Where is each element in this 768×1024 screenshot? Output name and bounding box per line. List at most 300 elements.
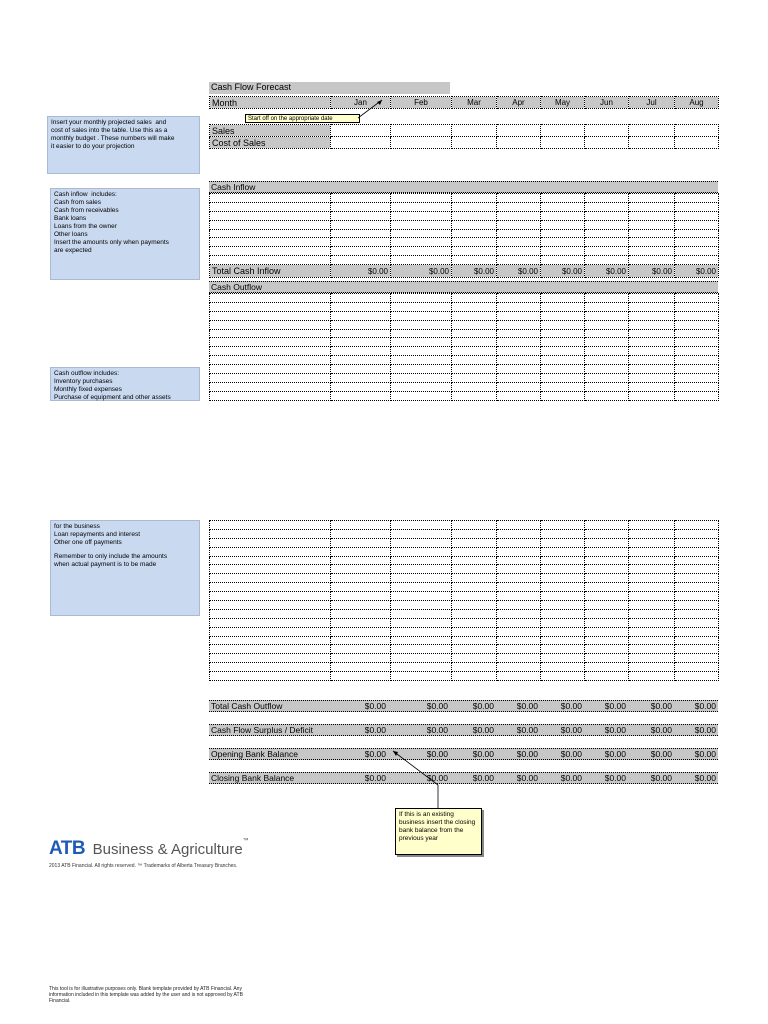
amount-cell[interactable] — [497, 627, 541, 636]
amount-cell[interactable] — [541, 247, 585, 256]
amount-cell[interactable] — [452, 627, 497, 636]
amount-cell[interactable] — [331, 229, 391, 238]
amount-cell[interactable] — [391, 538, 452, 547]
amount-cell[interactable] — [331, 338, 391, 347]
row-label-cell[interactable] — [210, 565, 331, 574]
amount-cell[interactable] — [331, 220, 391, 229]
amount-cell[interactable] — [331, 302, 391, 311]
amount-cell[interactable] — [541, 347, 585, 356]
amount-cell[interactable] — [585, 220, 629, 229]
row-label-cell[interactable] — [210, 618, 331, 627]
amount-cell[interactable] — [541, 374, 585, 383]
amount-cell[interactable] — [675, 556, 719, 565]
amount-cell[interactable] — [497, 365, 541, 374]
amount-cell[interactable] — [391, 382, 452, 391]
amount-cell[interactable] — [541, 601, 585, 610]
amount-cell[interactable] — [585, 391, 629, 400]
amount-cell[interactable] — [629, 654, 675, 663]
amount-cell[interactable] — [541, 521, 585, 530]
amount-cell[interactable] — [452, 347, 497, 356]
amount-cell[interactable] — [331, 194, 391, 203]
amount-cell[interactable] — [675, 294, 719, 303]
amount-cell[interactable] — [675, 592, 719, 601]
amount-cell[interactable] — [391, 574, 452, 583]
amount-cell[interactable] — [675, 627, 719, 636]
amount-cell[interactable] — [629, 320, 675, 329]
amount-cell[interactable] — [497, 529, 541, 538]
amount-cell[interactable] — [585, 547, 629, 556]
amount-cell[interactable] — [497, 609, 541, 618]
sales-cell[interactable] — [541, 125, 585, 137]
amount-cell[interactable] — [497, 663, 541, 672]
amount-cell[interactable] — [585, 238, 629, 247]
amount-cell[interactable] — [497, 391, 541, 400]
amount-cell[interactable] — [629, 247, 675, 256]
amount-cell[interactable] — [497, 194, 541, 203]
amount-cell[interactable] — [675, 220, 719, 229]
amount-cell[interactable] — [675, 202, 719, 211]
amount-cell[interactable] — [541, 574, 585, 583]
row-label-cell[interactable] — [210, 238, 331, 247]
amount-cell[interactable] — [497, 229, 541, 238]
amount-cell[interactable] — [331, 583, 391, 592]
amount-cell[interactable] — [629, 356, 675, 365]
amount-cell[interactable] — [452, 382, 497, 391]
amount-cell[interactable] — [497, 374, 541, 383]
amount-cell[interactable] — [585, 618, 629, 627]
amount-cell[interactable] — [331, 365, 391, 374]
amount-cell[interactable] — [452, 556, 497, 565]
amount-cell[interactable] — [675, 654, 719, 663]
amount-cell[interactable] — [497, 247, 541, 256]
amount-cell[interactable] — [497, 320, 541, 329]
row-label-cell[interactable] — [210, 556, 331, 565]
amount-cell[interactable] — [331, 529, 391, 538]
row-label-cell[interactable] — [210, 636, 331, 645]
amount-cell[interactable] — [331, 211, 391, 220]
amount-cell[interactable] — [629, 382, 675, 391]
amount-cell[interactable] — [675, 663, 719, 672]
amount-cell[interactable] — [541, 529, 585, 538]
amount-cell[interactable] — [497, 294, 541, 303]
row-label-cell[interactable] — [210, 211, 331, 220]
amount-cell[interactable] — [541, 618, 585, 627]
amount-cell[interactable] — [629, 618, 675, 627]
amount-cell[interactable] — [629, 627, 675, 636]
amount-cell[interactable] — [541, 592, 585, 601]
amount-cell[interactable] — [675, 194, 719, 203]
amount-cell[interactable] — [497, 238, 541, 247]
amount-cell[interactable] — [675, 302, 719, 311]
cost-cell[interactable] — [541, 137, 585, 149]
amount-cell[interactable] — [391, 592, 452, 601]
amount-cell[interactable] — [675, 609, 719, 618]
amount-cell[interactable] — [675, 521, 719, 530]
amount-cell[interactable] — [629, 672, 675, 681]
amount-cell[interactable] — [452, 211, 497, 220]
amount-cell[interactable] — [391, 320, 452, 329]
amount-cell[interactable] — [629, 574, 675, 583]
sales-cell[interactable] — [391, 125, 452, 137]
amount-cell[interactable] — [541, 663, 585, 672]
amount-cell[interactable] — [391, 302, 452, 311]
amount-cell[interactable] — [629, 302, 675, 311]
amount-cell[interactable] — [452, 194, 497, 203]
amount-cell[interactable] — [391, 247, 452, 256]
amount-cell[interactable] — [585, 382, 629, 391]
row-label-cell[interactable] — [210, 347, 331, 356]
cost-cell[interactable] — [585, 137, 629, 149]
row-label-cell[interactable] — [210, 365, 331, 374]
amount-cell[interactable] — [391, 627, 452, 636]
amount-cell[interactable] — [497, 565, 541, 574]
row-label-cell[interactable] — [210, 645, 331, 654]
row-label-cell[interactable] — [210, 538, 331, 547]
amount-cell[interactable] — [541, 583, 585, 592]
amount-cell[interactable] — [629, 645, 675, 654]
amount-cell[interactable] — [331, 618, 391, 627]
cost-cell[interactable] — [497, 137, 541, 149]
amount-cell[interactable] — [675, 374, 719, 383]
amount-cell[interactable] — [675, 311, 719, 320]
amount-cell[interactable] — [541, 329, 585, 338]
amount-cell[interactable] — [585, 356, 629, 365]
amount-cell[interactable] — [391, 294, 452, 303]
amount-cell[interactable] — [629, 521, 675, 530]
amount-cell[interactable] — [497, 672, 541, 681]
amount-cell[interactable] — [675, 538, 719, 547]
amount-cell[interactable] — [497, 654, 541, 663]
amount-cell[interactable] — [541, 672, 585, 681]
amount-cell[interactable] — [585, 311, 629, 320]
row-label-cell[interactable] — [210, 391, 331, 400]
amount-cell[interactable] — [541, 565, 585, 574]
amount-cell[interactable] — [452, 229, 497, 238]
amount-cell[interactable] — [585, 636, 629, 645]
row-label-cell[interactable] — [210, 382, 331, 391]
sales-cell[interactable] — [629, 125, 675, 137]
amount-cell[interactable] — [391, 521, 452, 530]
amount-cell[interactable] — [391, 672, 452, 681]
amount-cell[interactable] — [452, 356, 497, 365]
amount-cell[interactable] — [675, 547, 719, 556]
amount-cell[interactable] — [541, 391, 585, 400]
amount-cell[interactable] — [452, 592, 497, 601]
row-label-cell[interactable] — [210, 529, 331, 538]
amount-cell[interactable] — [629, 609, 675, 618]
amount-cell[interactable] — [629, 538, 675, 547]
amount-cell[interactable] — [629, 211, 675, 220]
amount-cell[interactable] — [452, 583, 497, 592]
amount-cell[interactable] — [391, 329, 452, 338]
amount-cell[interactable] — [541, 654, 585, 663]
amount-cell[interactable] — [452, 365, 497, 374]
amount-cell[interactable] — [452, 320, 497, 329]
amount-cell[interactable] — [629, 347, 675, 356]
amount-cell[interactable] — [629, 238, 675, 247]
amount-cell[interactable] — [452, 391, 497, 400]
row-label-cell[interactable] — [210, 320, 331, 329]
cost-cell[interactable] — [391, 137, 452, 149]
amount-cell[interactable] — [585, 645, 629, 654]
amount-cell[interactable] — [675, 247, 719, 256]
amount-cell[interactable] — [675, 391, 719, 400]
amount-cell[interactable] — [675, 229, 719, 238]
amount-cell[interactable] — [629, 391, 675, 400]
amount-cell[interactable] — [585, 574, 629, 583]
amount-cell[interactable] — [497, 211, 541, 220]
amount-cell[interactable] — [585, 592, 629, 601]
amount-cell[interactable] — [331, 391, 391, 400]
amount-cell[interactable] — [331, 574, 391, 583]
amount-cell[interactable] — [331, 663, 391, 672]
amount-cell[interactable] — [675, 672, 719, 681]
amount-cell[interactable] — [675, 645, 719, 654]
amount-cell[interactable] — [391, 654, 452, 663]
amount-cell[interactable] — [391, 311, 452, 320]
amount-cell[interactable] — [452, 547, 497, 556]
amount-cell[interactable] — [452, 565, 497, 574]
amount-cell[interactable] — [331, 320, 391, 329]
amount-cell[interactable] — [452, 529, 497, 538]
amount-cell[interactable] — [497, 645, 541, 654]
amount-cell[interactable] — [585, 565, 629, 574]
amount-cell[interactable] — [452, 636, 497, 645]
amount-cell[interactable] — [331, 592, 391, 601]
amount-cell[interactable] — [629, 592, 675, 601]
amount-cell[interactable] — [331, 547, 391, 556]
amount-cell[interactable] — [391, 220, 452, 229]
amount-cell[interactable] — [391, 194, 452, 203]
amount-cell[interactable] — [391, 202, 452, 211]
amount-cell[interactable] — [391, 356, 452, 365]
amount-cell[interactable] — [585, 329, 629, 338]
amount-cell[interactable] — [452, 663, 497, 672]
amount-cell[interactable] — [585, 583, 629, 592]
amount-cell[interactable] — [497, 556, 541, 565]
sales-cell[interactable] — [675, 125, 719, 137]
row-label-cell[interactable] — [210, 374, 331, 383]
amount-cell[interactable] — [585, 654, 629, 663]
amount-cell[interactable] — [331, 202, 391, 211]
row-label-cell[interactable] — [210, 294, 331, 303]
row-label-cell[interactable] — [210, 601, 331, 610]
amount-cell[interactable] — [497, 538, 541, 547]
amount-cell[interactable] — [497, 636, 541, 645]
amount-cell[interactable] — [497, 592, 541, 601]
amount-cell[interactable] — [585, 229, 629, 238]
amount-cell[interactable] — [331, 654, 391, 663]
amount-cell[interactable] — [497, 601, 541, 610]
amount-cell[interactable] — [541, 338, 585, 347]
amount-cell[interactable] — [497, 329, 541, 338]
amount-cell[interactable] — [331, 238, 391, 247]
amount-cell[interactable] — [452, 202, 497, 211]
amount-cell[interactable] — [585, 320, 629, 329]
amount-cell[interactable] — [541, 365, 585, 374]
amount-cell[interactable] — [629, 229, 675, 238]
amount-cell[interactable] — [585, 365, 629, 374]
amount-cell[interactable] — [391, 601, 452, 610]
amount-cell[interactable] — [629, 202, 675, 211]
amount-cell[interactable] — [675, 365, 719, 374]
cost-cell[interactable] — [675, 137, 719, 149]
amount-cell[interactable] — [497, 382, 541, 391]
amount-cell[interactable] — [629, 529, 675, 538]
amount-cell[interactable] — [675, 583, 719, 592]
amount-cell[interactable] — [331, 356, 391, 365]
amount-cell[interactable] — [331, 538, 391, 547]
amount-cell[interactable] — [391, 565, 452, 574]
amount-cell[interactable] — [585, 663, 629, 672]
amount-cell[interactable] — [585, 556, 629, 565]
amount-cell[interactable] — [629, 365, 675, 374]
amount-cell[interactable] — [497, 338, 541, 347]
amount-cell[interactable] — [675, 356, 719, 365]
amount-cell[interactable] — [541, 302, 585, 311]
amount-cell[interactable] — [585, 211, 629, 220]
amount-cell[interactable] — [541, 311, 585, 320]
amount-cell[interactable] — [497, 202, 541, 211]
sales-cell[interactable] — [585, 125, 629, 137]
amount-cell[interactable] — [541, 294, 585, 303]
row-label-cell[interactable] — [210, 229, 331, 238]
amount-cell[interactable] — [331, 627, 391, 636]
sales-cell[interactable] — [452, 125, 497, 137]
amount-cell[interactable] — [585, 609, 629, 618]
amount-cell[interactable] — [452, 302, 497, 311]
amount-cell[interactable] — [452, 311, 497, 320]
amount-cell[interactable] — [331, 347, 391, 356]
amount-cell[interactable] — [629, 556, 675, 565]
amount-cell[interactable] — [391, 374, 452, 383]
amount-cell[interactable] — [675, 601, 719, 610]
amount-cell[interactable] — [541, 229, 585, 238]
amount-cell[interactable] — [541, 238, 585, 247]
amount-cell[interactable] — [629, 329, 675, 338]
amount-cell[interactable] — [585, 672, 629, 681]
amount-cell[interactable] — [391, 229, 452, 238]
row-label-cell[interactable] — [210, 547, 331, 556]
amount-cell[interactable] — [391, 238, 452, 247]
row-label-cell[interactable] — [210, 672, 331, 681]
row-label-cell[interactable] — [210, 302, 331, 311]
amount-cell[interactable] — [331, 247, 391, 256]
row-label-cell[interactable] — [210, 521, 331, 530]
row-label-cell[interactable] — [210, 592, 331, 601]
amount-cell[interactable] — [391, 645, 452, 654]
row-label-cell[interactable] — [210, 654, 331, 663]
amount-cell[interactable] — [391, 547, 452, 556]
amount-cell[interactable] — [497, 220, 541, 229]
amount-cell[interactable] — [452, 294, 497, 303]
amount-cell[interactable] — [541, 194, 585, 203]
amount-cell[interactable] — [452, 538, 497, 547]
row-label-cell[interactable] — [210, 311, 331, 320]
cost-cell[interactable] — [629, 137, 675, 149]
amount-cell[interactable] — [391, 583, 452, 592]
amount-cell[interactable] — [629, 220, 675, 229]
amount-cell[interactable] — [585, 294, 629, 303]
amount-cell[interactable] — [391, 529, 452, 538]
amount-cell[interactable] — [585, 601, 629, 610]
amount-cell[interactable] — [497, 302, 541, 311]
row-label-cell[interactable] — [210, 194, 331, 203]
amount-cell[interactable] — [391, 556, 452, 565]
amount-cell[interactable] — [497, 574, 541, 583]
amount-cell[interactable] — [452, 601, 497, 610]
amount-cell[interactable] — [585, 338, 629, 347]
amount-cell[interactable] — [541, 645, 585, 654]
amount-cell[interactable] — [331, 382, 391, 391]
amount-cell[interactable] — [497, 347, 541, 356]
amount-cell[interactable] — [541, 609, 585, 618]
amount-cell[interactable] — [541, 382, 585, 391]
row-label-cell[interactable] — [210, 356, 331, 365]
amount-cell[interactable] — [452, 220, 497, 229]
sales-cell[interactable] — [331, 125, 391, 137]
amount-cell[interactable] — [391, 618, 452, 627]
amount-cell[interactable] — [452, 574, 497, 583]
amount-cell[interactable] — [331, 556, 391, 565]
amount-cell[interactable] — [331, 329, 391, 338]
amount-cell[interactable] — [391, 211, 452, 220]
row-label-cell[interactable] — [210, 627, 331, 636]
amount-cell[interactable] — [497, 583, 541, 592]
amount-cell[interactable] — [585, 247, 629, 256]
amount-cell[interactable] — [452, 672, 497, 681]
amount-cell[interactable] — [331, 311, 391, 320]
amount-cell[interactable] — [541, 627, 585, 636]
amount-cell[interactable] — [331, 601, 391, 610]
amount-cell[interactable] — [391, 347, 452, 356]
amount-cell[interactable] — [452, 374, 497, 383]
amount-cell[interactable] — [585, 521, 629, 530]
amount-cell[interactable] — [331, 645, 391, 654]
row-label-cell[interactable] — [210, 220, 331, 229]
amount-cell[interactable] — [675, 338, 719, 347]
amount-cell[interactable] — [541, 320, 585, 329]
amount-cell[interactable] — [331, 609, 391, 618]
cost-cell[interactable] — [452, 137, 497, 149]
sales-cell[interactable] — [497, 125, 541, 137]
amount-cell[interactable] — [541, 556, 585, 565]
amount-cell[interactable] — [391, 609, 452, 618]
amount-cell[interactable] — [452, 645, 497, 654]
amount-cell[interactable] — [497, 311, 541, 320]
amount-cell[interactable] — [541, 211, 585, 220]
amount-cell[interactable] — [541, 538, 585, 547]
amount-cell[interactable] — [541, 220, 585, 229]
row-label-cell[interactable] — [210, 609, 331, 618]
amount-cell[interactable] — [675, 565, 719, 574]
amount-cell[interactable] — [331, 565, 391, 574]
amount-cell[interactable] — [675, 382, 719, 391]
amount-cell[interactable] — [675, 529, 719, 538]
amount-cell[interactable] — [497, 618, 541, 627]
amount-cell[interactable] — [675, 211, 719, 220]
amount-cell[interactable] — [331, 672, 391, 681]
amount-cell[interactable] — [452, 521, 497, 530]
amount-cell[interactable] — [629, 294, 675, 303]
amount-cell[interactable] — [629, 583, 675, 592]
cost-cell[interactable] — [331, 137, 391, 149]
amount-cell[interactable] — [675, 636, 719, 645]
amount-cell[interactable] — [629, 311, 675, 320]
row-label-cell[interactable] — [210, 338, 331, 347]
amount-cell[interactable] — [675, 347, 719, 356]
amount-cell[interactable] — [629, 565, 675, 574]
